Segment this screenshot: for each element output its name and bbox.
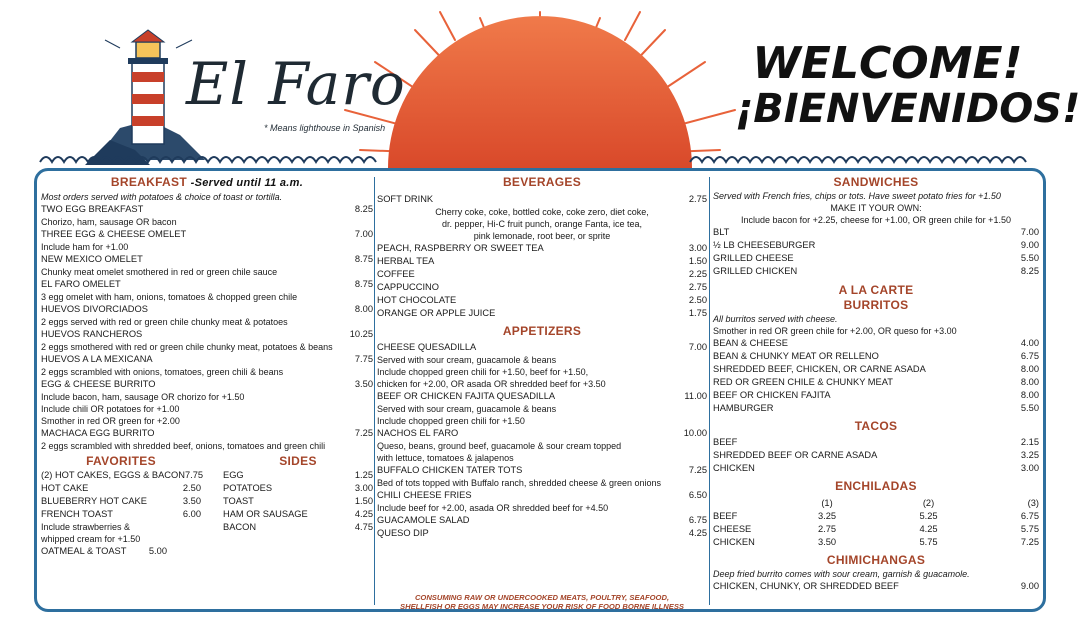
sides-section xyxy=(223,454,373,558)
tacos-title: TACOS xyxy=(854,419,898,433)
menu-item xyxy=(41,508,201,521)
tacos-list xyxy=(713,436,1039,475)
menu-item xyxy=(377,242,707,255)
menu-item-desc: Bed of tots topped with Buffalo ranch, shredded cheese & green onions xyxy=(377,478,662,488)
menu-item-name: TOAST xyxy=(223,496,254,506)
menu-item-price: 2.75 xyxy=(688,282,707,292)
menu-item-price: 3.50 xyxy=(817,537,837,547)
menu-item xyxy=(377,307,707,320)
menu-item-name: COFFEE xyxy=(377,269,415,279)
favorites-title: FAVORITES xyxy=(86,454,156,468)
chimichangas-title: CHIMICHANGAS xyxy=(826,553,926,567)
menu-item-price: 5.50 xyxy=(1020,253,1039,263)
bienvenidos-heading: ¡BIENVENIDOS! xyxy=(735,86,1080,132)
menu-item-price: 4.25 xyxy=(919,524,938,534)
menu-item xyxy=(713,226,1039,239)
menu-item-desc: Include strawberries & xyxy=(41,522,131,532)
menu-item-desc: Smother in red OR green for +2.00 xyxy=(41,416,180,426)
menu-item-price: 4.75 xyxy=(354,522,373,532)
menu-item xyxy=(41,203,373,216)
menu-item-price: 1.50 xyxy=(688,256,707,266)
right-column xyxy=(713,175,1039,593)
menu-item-desc: Queso, beans, ground beef, guacamole & sour cream topped xyxy=(377,441,622,451)
menu-item-price: 9.00 xyxy=(1020,240,1039,250)
enchiladas-header xyxy=(713,497,1039,510)
breakfast-title: BREAKFAST xyxy=(110,175,187,189)
menu-item-desc: with lettuce, tomatoes & jalapenos xyxy=(377,453,514,463)
sandwiches-title: SANDWICHES xyxy=(833,175,919,189)
menu-item-name: QUESO DIP xyxy=(377,528,429,538)
menu-item-price: 7.25 xyxy=(688,465,707,475)
menu-item xyxy=(377,514,707,527)
menu-item xyxy=(713,449,1039,462)
menu-item-price: 7.75 xyxy=(354,354,373,364)
menu-item xyxy=(41,353,373,366)
menu-item-price: 4.25 xyxy=(354,509,373,519)
menu-item-name: CHICKEN xyxy=(713,537,755,547)
menu-item xyxy=(41,328,373,341)
menu-item xyxy=(377,281,707,294)
menu-item-price: 6.50 xyxy=(688,490,707,500)
menu-item-price: 8.25 xyxy=(354,204,373,214)
favorites-list xyxy=(41,469,204,521)
menu-item-name: ½ LB CHEESEBURGER xyxy=(713,240,816,250)
menu-item xyxy=(713,462,1039,475)
menu-item xyxy=(713,337,1039,350)
menu-item-price: 3.00 xyxy=(688,243,707,253)
menu-item-price: 2.75 xyxy=(817,524,837,534)
menu-item-name: TWO EGG BREAKFAST xyxy=(41,204,144,214)
menu-item xyxy=(377,294,707,307)
menu-item xyxy=(377,255,707,268)
enchilada-row xyxy=(713,510,1039,523)
menu-item-price: 7.00 xyxy=(354,229,373,239)
menu-item-name: HUEVOS A LA MEXICANA xyxy=(41,354,153,364)
make-it-your-own: MAKE IT YOUR OWN: xyxy=(830,203,922,213)
menu-item-price: 2.15 xyxy=(1020,437,1039,447)
menu-item-price: 5.50 xyxy=(1020,403,1039,413)
burritos-title: BURRITOS xyxy=(843,298,909,312)
enchiladas-title: ENCHILADAS xyxy=(835,479,917,493)
menu-item-desc: Include beef for +2.00, asada OR shredded beef for +4.50 xyxy=(377,503,609,513)
menu-item-price: 2.75 xyxy=(688,194,707,204)
menu-item-desc: 2 eggs scrambled with onions, tomatoes, green chili & beans xyxy=(41,367,284,377)
menu-item xyxy=(41,278,373,291)
menu-item-price: 2.50 xyxy=(688,295,707,305)
menu-item-name: HUEVOS RANCHEROS xyxy=(41,329,143,339)
menu-item-price: 6.75 xyxy=(1020,351,1039,361)
welcome-heading: WELCOME! xyxy=(752,38,1023,89)
menu-item-price: 3.50 xyxy=(182,496,201,506)
menu-item-name: BEEF xyxy=(713,511,738,521)
menu-item-name: SOFT DRINK xyxy=(377,194,434,204)
menu-item-price: 10.00 xyxy=(683,428,707,438)
menu-item-price: 3.00 xyxy=(1020,463,1039,473)
menu-item-desc: Include ham for +1.00 xyxy=(41,242,129,252)
column-divider xyxy=(709,177,710,605)
brand-note: * Means lighthouse in Spanish xyxy=(264,123,386,133)
menu-item xyxy=(377,427,707,440)
menu-item-name: BACON xyxy=(223,522,257,532)
brand-logo-text: El Faro xyxy=(186,50,406,118)
menu-board xyxy=(34,168,1046,612)
enchilada-row xyxy=(713,536,1039,549)
menu-item-oatmeal xyxy=(41,545,201,558)
menu-item-price: 2.50 xyxy=(182,483,201,493)
menu-item xyxy=(713,436,1039,449)
burritos-note: All burritos served with cheese. xyxy=(713,314,838,324)
menu-item-desc: chicken for +2.00, OR asada OR shredded beef for +3.50 xyxy=(377,379,606,389)
menu-item-name: CHILI CHEESE FRIES xyxy=(377,490,472,500)
enchilada-row xyxy=(713,523,1039,536)
menu-item-name: (2) HOT CAKES, EGGS & BACON xyxy=(41,470,185,480)
menu-item-name: GRILLED CHICKEN xyxy=(713,266,798,276)
menu-item-name: SHREDDED BEEF, CHICKEN, OR CARNE ASADA xyxy=(713,364,926,374)
menu-item-price: 4.25 xyxy=(688,528,707,538)
menu-item xyxy=(41,228,373,241)
food-safety-warning xyxy=(377,593,707,611)
sides-title: SIDES xyxy=(279,454,317,468)
menu-item-desc: 2 eggs smothered with red or green chile chunky meat, potatoes & beans xyxy=(41,342,333,352)
menu-item-price: 7.25 xyxy=(354,428,373,438)
menu-item xyxy=(41,378,373,391)
menu-item xyxy=(223,495,373,508)
menu-item-name: POTATOES xyxy=(223,483,273,493)
menu-item-price: 3.50 xyxy=(354,379,373,389)
menu-item xyxy=(713,389,1039,402)
menu-item-price: 1.75 xyxy=(688,308,707,318)
menu-item-price: 8.75 xyxy=(354,254,373,264)
menu-item-name: HERBAL TEA xyxy=(377,256,435,266)
menu-item-desc: 2 eggs served with red or green chile chunky meat & potatoes xyxy=(41,317,288,327)
appetizers-list xyxy=(377,341,707,540)
menu-item-price: 3.00 xyxy=(354,483,373,493)
header xyxy=(0,0,1080,170)
menu-item xyxy=(41,303,373,316)
sides-list xyxy=(223,469,373,534)
menu-item-price: 8.00 xyxy=(1020,390,1039,400)
menu-item-price: 8.75 xyxy=(354,279,373,289)
menu-item xyxy=(41,253,373,266)
menu-item-desc: Served with sour cream, guacamole & beans xyxy=(377,404,557,414)
menu-item-name: CHICKEN xyxy=(713,463,755,473)
menu-item-price: 5.00 xyxy=(148,546,167,556)
menu-item-name: NEW MEXICO OMELET xyxy=(41,254,143,264)
menu-item-soft-drink xyxy=(377,193,707,206)
middle-column xyxy=(377,175,707,611)
menu-item-name: OATMEAL & TOAST xyxy=(41,546,127,556)
menu-item-desc: Served with sour cream, guacamole & beans xyxy=(377,355,557,365)
menu-item-desc: Include chopped green chili for +1.50 xyxy=(377,416,525,426)
menu-item xyxy=(41,482,201,495)
menu-item-desc: whipped cream for +1.50 xyxy=(41,534,141,544)
menu-item-price: 11.00 xyxy=(684,391,707,401)
chimichangas-note: Deep fried burrito comes with sour cream, garnish & guacamole. xyxy=(713,569,970,579)
beverages-title: BEVERAGES xyxy=(502,175,582,189)
menu-item-price: 5.75 xyxy=(1020,524,1039,534)
menu-item-price: 8.25 xyxy=(1020,266,1039,276)
menu-item-desc: 3 egg omelet with ham, onions, tomatoes & chopped green chile xyxy=(41,292,298,302)
soft-drink-options: dr. pepper, Hi-C fruit punch, orange Fanta, ice tea, xyxy=(441,219,643,229)
menu-item-name: BUFFALO CHICKEN TATER TOTS xyxy=(377,465,523,475)
menu-item xyxy=(377,464,707,477)
enchiladas-list xyxy=(713,510,1039,549)
menu-item-price: 8.00 xyxy=(354,304,373,314)
menu-item-price: 7.25 xyxy=(1020,537,1039,547)
menu-item-price: 2.25 xyxy=(688,269,707,279)
favorites-section xyxy=(41,454,204,558)
menu-item-price: 7.00 xyxy=(688,342,707,352)
menu-item-desc: Include chili OR potatoes for +1.00 xyxy=(41,404,180,414)
left-column xyxy=(41,175,373,558)
menu-item-name: NACHOS EL FARO xyxy=(377,428,459,438)
menu-item-name: GRILLED CHEESE xyxy=(713,253,794,263)
warning-line: CONSUMING RAW OR UNDERCOOKED MEATS, POULTRY, SEAFOOD, xyxy=(414,593,670,602)
menu-item xyxy=(377,527,707,540)
breakfast-section-title xyxy=(41,175,373,191)
menu-item-price: 5.75 xyxy=(919,537,938,547)
column-divider xyxy=(374,177,375,605)
menu-item xyxy=(377,489,707,502)
menu-item-name: HUEVOS DIVORCIADOS xyxy=(41,304,148,314)
menu-item-price: 7.75 xyxy=(184,470,204,480)
menu-item-desc: Include chopped green chili for +1.50, beef for +1.50, xyxy=(377,367,589,377)
menu-item-price: 4.00 xyxy=(1020,338,1039,348)
breakfast-list xyxy=(41,203,373,452)
menu-item-price: 7.00 xyxy=(1020,227,1039,237)
menu-item xyxy=(223,469,373,482)
menu-item xyxy=(713,402,1039,415)
menu-item xyxy=(41,469,204,482)
menu-item xyxy=(377,268,707,281)
menu-item-price: 3.25 xyxy=(817,511,837,521)
enchilada-col-2: (2) xyxy=(922,498,935,508)
menu-item xyxy=(713,239,1039,252)
menu-item-name: BLT xyxy=(713,227,730,237)
menu-item-name: BEEF OR CHICKEN FAJITA xyxy=(713,390,831,400)
menu-item xyxy=(713,350,1039,363)
menu-item xyxy=(223,508,373,521)
menu-item-name: EGG & CHEESE BURRITO xyxy=(41,379,156,389)
breakfast-time-note: -Served until 11 a.m. xyxy=(190,177,304,189)
menu-item-name: BEAN & CHEESE xyxy=(713,338,788,348)
menu-item-name: EGG xyxy=(223,470,244,480)
warning-line: SHELLFISH OR EGGS MAY INCREASE YOUR RISK OF FOOD BORNE ILLNESS xyxy=(400,602,684,611)
menu-item xyxy=(713,252,1039,265)
menu-item xyxy=(377,390,707,403)
breakfast-note: Most orders served with potatoes & choice of toast or tortilla. xyxy=(41,192,283,202)
menu-item xyxy=(41,495,201,508)
menu-item-name: CAPPUCCINO xyxy=(377,282,439,292)
menu-item-price: 6.75 xyxy=(1020,511,1039,521)
menu-item-name: THREE EGG & CHEESE OMELET xyxy=(41,229,187,239)
menu-item-price: 1.50 xyxy=(354,496,373,506)
soft-drink-options: Cherry coke, coke, bottled coke, coke zero, diet coke, xyxy=(435,207,649,217)
menu-item-price: 3.25 xyxy=(1020,450,1039,460)
menu-item-chimichanga xyxy=(713,580,1039,593)
burritos-smother-note: Smother in red OR green chile for +2.00, OR queso for +3.00 xyxy=(713,326,957,336)
a-la-carte-title: A LA CARTE xyxy=(838,283,914,297)
menu-item-name: FRENCH TOAST xyxy=(41,509,113,519)
menu-item-name: CHICKEN, CHUNKY, OR SHREDDED BEEF xyxy=(713,581,899,591)
menu-item-name: HOT CAKE xyxy=(41,483,89,493)
menu-item-price: 8.00 xyxy=(1020,377,1039,387)
menu-item-name: GUACAMOLE SALAD xyxy=(377,515,470,525)
soft-drink-options: pink lemonade, root beer, or sprite xyxy=(473,231,611,241)
menu-item-name: EL FARO OMELET xyxy=(41,279,121,289)
menu-item-name: CHEESE xyxy=(713,524,752,534)
menu-item-price: 5.25 xyxy=(919,511,938,521)
enchilada-col-3: (3) xyxy=(1027,498,1039,508)
menu-item-price: 8.00 xyxy=(1020,364,1039,374)
menu-item-name: CHEESE QUESADILLA xyxy=(377,342,477,352)
menu-item-name: PEACH, RASPBERRY OR SWEET TEA xyxy=(377,243,544,253)
menu-item xyxy=(41,427,373,440)
menu-item xyxy=(713,363,1039,376)
menu-item-price: 1.25 xyxy=(354,470,373,480)
menu-item-name: MACHACA EGG BURRITO xyxy=(41,428,155,438)
menu-item-desc: Include bacon, ham, sausage OR chorizo for +1.50 xyxy=(41,392,245,402)
enchilada-col-1: (1) xyxy=(821,498,833,508)
menu-item-name: RED OR GREEN CHILE & CHUNKY MEAT xyxy=(713,377,893,387)
menu-item-name: SHREDDED BEEF OR CARNE ASADA xyxy=(713,450,878,460)
menu-item xyxy=(223,521,373,534)
menu-item-price: 10.25 xyxy=(349,329,373,339)
sandwiches-note: Served with French fries, chips or tots. Have sweet potato fries for +1.50 xyxy=(713,191,1001,201)
menu-item-name: HAM OR SAUSAGE xyxy=(223,509,308,519)
menu-item xyxy=(713,265,1039,278)
menu-item-price: 6.00 xyxy=(182,509,201,519)
menu-item-price: 6.75 xyxy=(688,515,707,525)
menu-item-desc: 2 eggs scrambled with shredded beef, onions, tomatoes and green chili xyxy=(41,441,326,451)
menu-item-name: BEEF xyxy=(713,437,738,447)
appetizers-title: APPETIZERS xyxy=(502,324,582,338)
burritos-list xyxy=(713,337,1039,415)
sandwich-addons: Include bacon for +2.25, cheese for +1.00, OR green chile for +1.50 xyxy=(741,215,1011,225)
menu-item-price: 9.00 xyxy=(1020,581,1039,591)
menu-item-name: BEAN & CHUNKY MEAT OR RELLENO xyxy=(713,351,879,361)
sun-icon xyxy=(388,16,692,168)
sandwiches-list xyxy=(713,226,1039,278)
menu-item-name: HAMBURGER xyxy=(713,403,774,413)
menu-item xyxy=(223,482,373,495)
favorites-sides-row xyxy=(41,454,373,558)
menu-item xyxy=(377,341,707,354)
beverages-list xyxy=(377,242,707,320)
menu-item xyxy=(713,376,1039,389)
menu-item-name: ORANGE OR APPLE JUICE xyxy=(377,308,496,318)
menu-item-desc: Chunky meat omelet smothered in red or green chile sauce xyxy=(41,267,278,277)
menu-item-name: BLUEBERRY HOT CAKE xyxy=(41,496,147,506)
menu-item-name: BEEF OR CHICKEN FAJITA QUESADILLA xyxy=(377,391,556,401)
menu-item-desc: Chorizo, ham, sausage OR bacon xyxy=(41,217,177,227)
menu-item-name: HOT CHOCOLATE xyxy=(377,295,457,305)
